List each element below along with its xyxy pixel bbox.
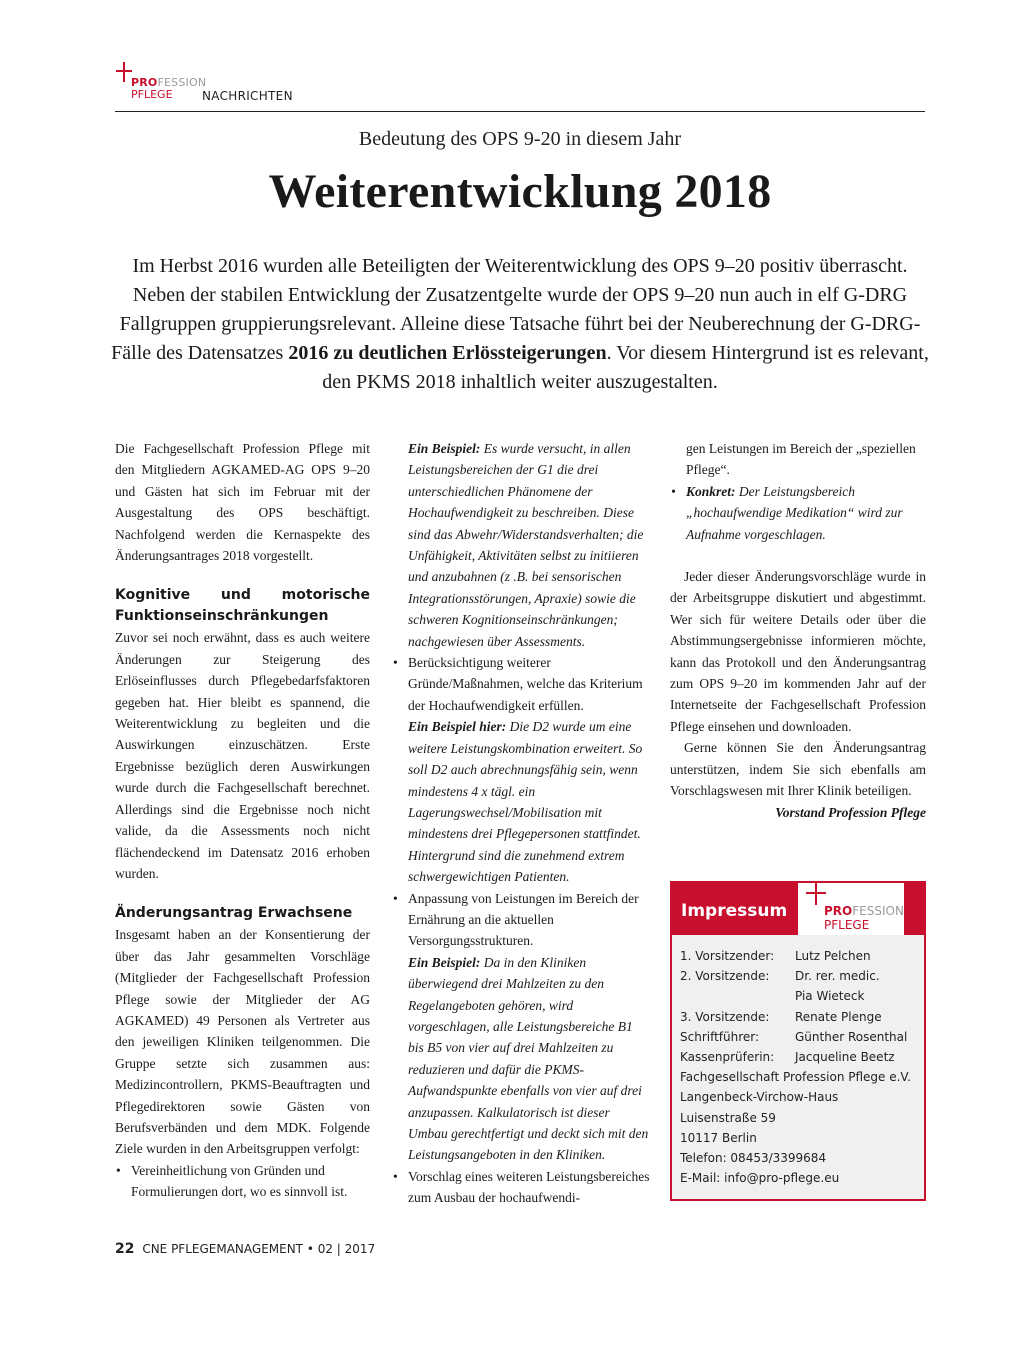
example-1 — [392, 438, 650, 652]
impressum-house: Langenbeck-Virchow-Haus — [680, 1090, 839, 1105]
logo-text-line2: PFLEGE — [824, 918, 870, 932]
impressum-row — [680, 966, 916, 986]
example-2 — [392, 716, 650, 887]
logo-text-line2: PFLEGE — [131, 88, 173, 101]
example-3 — [392, 952, 650, 1166]
list-item: • Anpassung von Leistungen im Bereich der Ernährung an die aktuellen Versorgungsstrukturen. — [392, 888, 650, 952]
column-2 — [392, 438, 650, 1209]
heading-kognitive: Kognitive und motorische Funktionseinschränkungen — [115, 587, 370, 625]
logo-fession: FESSION — [157, 76, 207, 89]
lead-bold: 2016 zu deutlichen Erlössteigerungen — [288, 342, 607, 364]
impressum-street: Luisenstraße 59 — [680, 1110, 776, 1125]
article-title: Weiterentwicklung 2018 — [268, 165, 772, 218]
article-subtitle: Bedeutung des OPS 9-20 in diesem Jahr — [358, 128, 682, 150]
intro-paragraph: Die Fachgesellschaft Profession Pflege mit den Mitgliedern AGKAMED-AG OPS 9–20 und Gästen hat sich im Februar mit der Ausgestaltung des OPS beschäftigt. Nachfolgend werden die Kernaspekte des Änderungsantrages 2018 vorgestellt. — [115, 441, 370, 564]
impressum-row — [680, 1047, 916, 1067]
impressum-email[interactable]: E-Mail: info@pro-pflege.eu — [680, 1171, 840, 1186]
paragraph-aenderungsantrag: Insgesamt haben an der Konsentierung der über das Jahr gesammelten Vorschläge (Mitglieder der Fachgesellschaft Profession Pflege sowie der Mitglieder der AG AGKAMED) 49 Personen als Vertreter aus den jeweiligen Kliniken teilgenommen. Die Gruppe setzte sich zusammen aus: Medizincontrollern, PKMS-Beauftragten und Pflegedirektoren sowie Gästen von Berufsverbänden und dem MDK. Folgende Ziele wurden in den Arbeitsgruppen verfolgt: — [115, 927, 370, 1157]
list-item: • Vereinheitlichung von Gründen und Formulierungen dort, wo es sinnvoll ist. — [115, 1160, 370, 1203]
row-key: Kassenprüferin: — [680, 1050, 775, 1065]
lead-text-1: Im Herbst 2016 wurden alle Beteiligten der Weiterentwicklung des OPS 9–20 positiv überrascht. Neben der stabilen Entwicklung der Zusatzentgelte wurde der OPS 9–20 nun auch in elf G-DRG Fallgruppen gruppierungsrelevant. Alleine diese Tatsache führt bei der Neuberechnung der G-DRG-Fälle des Datensatzes — [111, 255, 921, 364]
column-3 — [670, 438, 926, 823]
konkret-label: Konkret: — [686, 483, 736, 499]
row-value: Jacqueline Beetz — [795, 1050, 895, 1065]
list-item — [670, 481, 926, 545]
paragraph-kognitive: Zuvor sei noch erwähnt, dass es auch weitere Änderungen zur Steigerung des Erlöseinflusses durch Pflegebedarfsfaktoren gegeben hat. Hier bleibt es spannend, die Weiterentwicklung zu begleiten und die Auswirkungen einzuschätzen. Erste Ergebnisse bezüglich deren Auswirkungen wurde durch die Fachgesellschaft berechnet. Allerdings sind die Ergebnisse noch nicht valide, da die Assessments noch nicht flächendeckend im Datensatz 2016 erhoben wurden. — [115, 630, 370, 881]
goals-list — [115, 1160, 370, 1203]
impressum-body — [672, 935, 924, 1188]
impressum-phone: Telefon: 08453/3399684 — [680, 1151, 827, 1166]
journal-name: CNE PFLEGEMANAGEMENT • 02 | 2017 — [142, 1242, 376, 1256]
lead-text-2: . Vor diesem Hintergrund ist es relevant, den PKMS 2018 inhaltlich weiter auszugestalten. — [322, 342, 929, 393]
page-number: 22 — [115, 1241, 135, 1257]
logo-cross-bar — [116, 70, 132, 72]
column-1 — [115, 438, 370, 1203]
logo-cross-icon — [815, 883, 817, 905]
header-logo — [114, 62, 207, 102]
signature-text: Vorstand Profession Pflege — [775, 804, 926, 820]
goals-list-3 — [392, 888, 650, 952]
row-value: Lutz Pelchen — [795, 949, 871, 963]
impressum-box — [670, 881, 926, 1201]
section-label: NACHRICHTEN — [202, 89, 293, 103]
logo-text-line1 — [824, 905, 904, 918]
example-label: Ein Beispiel hier: — [408, 719, 507, 735]
konkret-text: Der Leistungsbereich „hochaufwendige Medikation“ wird zur Aufnahme vorgeschlagen. — [686, 483, 903, 542]
signature — [670, 802, 926, 823]
example-text: Es wurde versucht, in allen Leistungsbereichen der G1 die drei unterschiedlichen Phänomene der Hochaufwendigkeit zu beschreiben. Diese sind das Abwehr/Widerstandsverhalten; die Unfähigkeit, Aktivitäten selbst zu initiieren und anzubahnen (z .B. bei sensorischen Integrationsstörungen, Apraxie) sowie die schweren Kognitionseinschränkungen; nachgewiesen über Assessments. — [408, 441, 644, 649]
example-text: Die D2 wurde um eine weitere Leistungskombination erweitert. So soll D2 auch abrechnungsfähig sein, wenn mindestens 4 x tägl. ein Lagerungswechsel/Mobilisation mit mindestens drei Pflegepersonen stattfindet. Hintergrund sind die zunehmend extrem schwergewichtigen Patienten. — [408, 719, 643, 885]
article-lead — [108, 252, 932, 397]
row-value: Pia Wieteck — [795, 989, 865, 1004]
impressum-title: Impressum — [681, 901, 788, 921]
row-value: Renate Plenge — [795, 1009, 882, 1024]
goals-list-4 — [392, 1166, 650, 1209]
goals-list-5 — [670, 481, 926, 545]
impressum-row — [680, 946, 916, 966]
logo-cross-bar — [806, 892, 826, 894]
list-item: • Berücksichtigung weiterer Gründe/Maßnahmen, welche das Kriterium der Hochaufwendigkeit erfüllen. — [392, 652, 650, 716]
impressum-org: Fachgesellschaft Profession Pflege e.V. — [680, 1070, 911, 1085]
example-label: Ein Beispiel: — [408, 441, 481, 456]
impressum-header — [672, 883, 924, 935]
goals-list-2 — [392, 652, 650, 716]
example-text: Da in den Kliniken überwiegend drei Mahlzeiten zu den Regelangeboten gehören, wird vorgeschlagen, alle Leistungsbereiche B1 bis B5 von vier auf drei Mahlzeiten zu reduzieren und dafür die PKMS-Aufwandspunkte ebenfalls von vier auf drei anzupassen. Kalkulatorisch ist dieser Umbau gerechtfertigt und deckt sich mit den Leistungsangeboten in den Kliniken. — [408, 954, 649, 1163]
header-divider — [115, 111, 925, 112]
list-item: • Vorschlag eines weiteren Leistungsbereiches zum Ausbau der hochaufwendi- — [392, 1166, 650, 1209]
row-value: Dr. rer. medic. — [795, 969, 880, 984]
paragraph-details: Jeder dieser Änderungsvorschläge wurde in der Arbeitsgruppe diskutiert und abgestimmt. Wer sich für weitere Details oder über die Abstimmungsergebnisse informieren möchte, kann das Protokoll und den Änderungsantrag zum OPS 9–20 im kommenden Jahr auf der Internetseite der Fachgesellschaft Profession Pflege einsehen und downloaden. — [670, 569, 926, 734]
row-key: 3. Vorsitzende: — [680, 1009, 770, 1024]
row-key — [680, 986, 795, 1006]
logo-fession: FESSION — [852, 904, 904, 918]
row-value: Günther Rosenthal — [795, 1029, 908, 1044]
heading-aenderungsantrag: Änderungsantrag Erwachsene — [115, 905, 353, 922]
example-label: Ein Beispiel: — [408, 954, 481, 970]
row-key: Schriftführer: — [680, 1029, 760, 1044]
row-key: 1. Vorsitzender: — [680, 949, 775, 963]
impressum-row — [680, 986, 916, 1006]
impressum-city: 10117 Berlin — [680, 1130, 757, 1145]
logo-pro: PRO — [131, 76, 158, 89]
paragraph-support: Gerne können Sie den Änderungsantrag unterstützen, indem Sie sich ebenfalls am Vorschlagswesen mit Ihrer Klinik beteiligen. — [670, 740, 926, 799]
logo-pro: PRO — [824, 904, 853, 918]
list-item-continued: gen Leistungen im Bereich der „speziellen Pflege“. — [686, 441, 916, 478]
impressum-row — [680, 1027, 916, 1047]
logo-cross-icon — [123, 62, 125, 82]
impressum-row — [680, 1007, 916, 1027]
impressum-logo — [798, 883, 904, 935]
page-footer — [115, 1241, 375, 1257]
row-key: 2. Vorsitzende: — [680, 969, 770, 984]
